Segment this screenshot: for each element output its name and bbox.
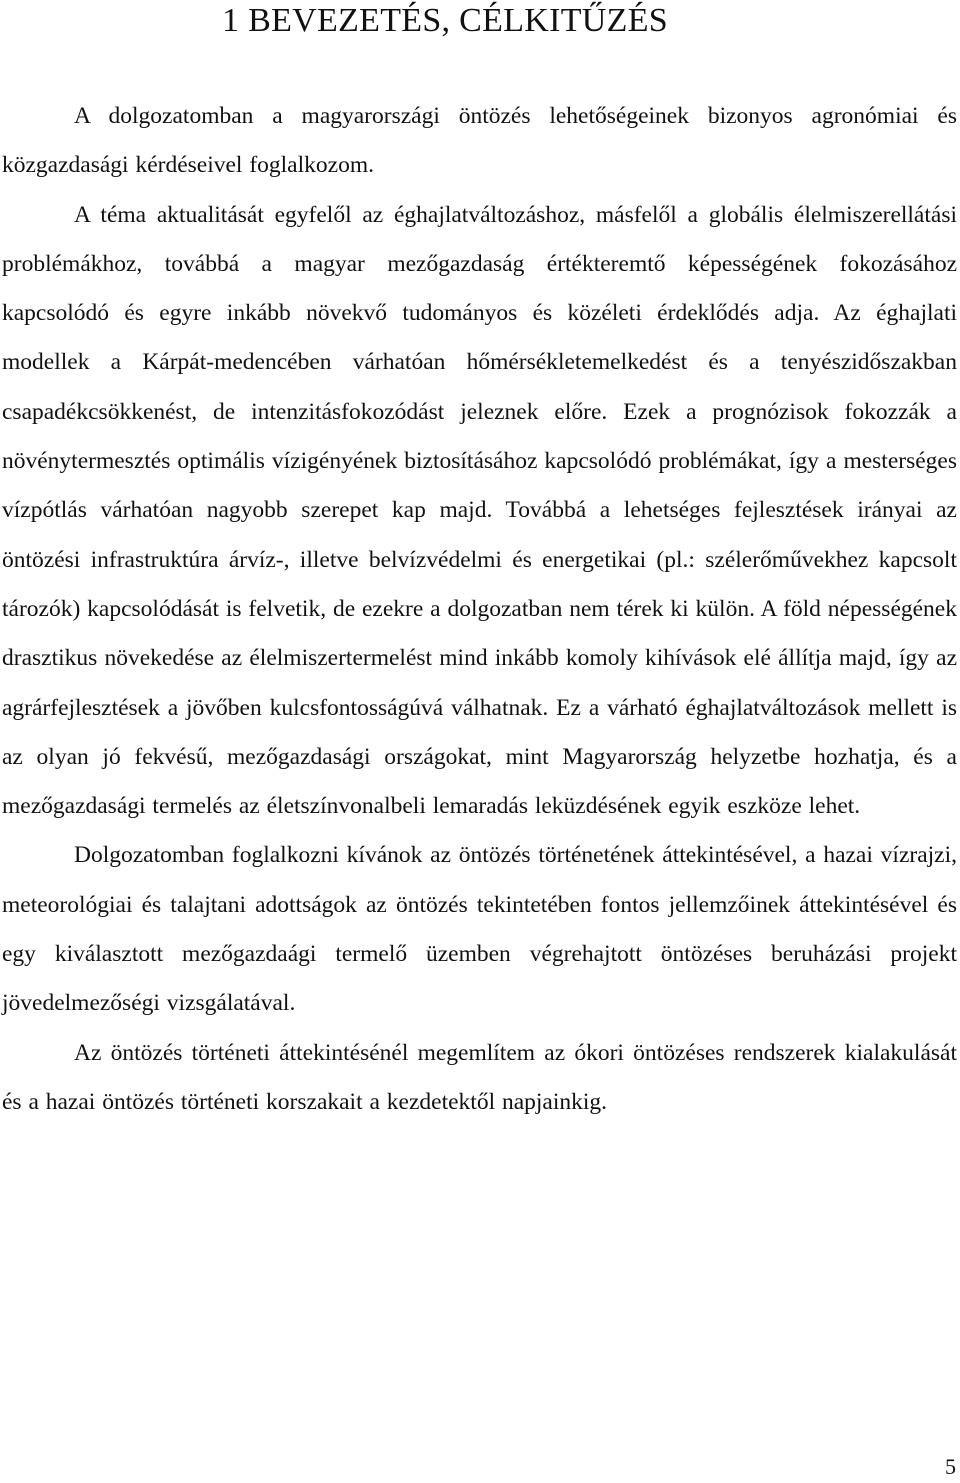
paragraph-intro: A dolgozatomban a magyarországi öntözés lehetőségeinek bizonyos agronómiai és közgazdasági kérdéseivel foglalkozom. [2, 103, 957, 179]
paragraph-history: Az öntözés történeti áttekintésénél megemlítem az ókori öntözéses rendszerek kialakulását és a hazai öntözés történeti korszakait a kezdetektől napjainkig. [2, 1039, 957, 1115]
chapter-heading: 1 BEVEZETÉS, CÉLKITŰZÉS [222, 2, 669, 39]
paragraph-aims: Dolgozatomban foglalkozni kívánok az öntözés történetének áttekintésével, a hazai vízrajzi, meteorológiai és talajtani adottságok az öntözés tekintetében fontos jellemzőinek áttekintésével és egy kiválasztott mezőgazdaági termelő üzemben végrehajtott öntözéses beruházási projekt jövedelmezőségi vizsgálatával. [2, 842, 957, 1017]
body-text [2, 92, 957, 1127]
page-number: 5 [945, 1454, 956, 1479]
paragraph-topicality: A téma aktualitását egyfelől az éghajlatváltozáshoz, másfelől a globális élelmiszerellátási problémákhoz, továbbá a magyar mezőgazdaság értékteremtő képességének fokozásához kapcsolódó és egyre inkább növekvő tudományos és közéleti érdeklődés adja. Az éghajlati modellek a Kárpát-medencében várhatóan hőmérsékletemelkedést és a tenyészidőszakban csapadékcsökkenést, de intenzitásfokozódást jeleznek előre. Ezek a prognózisok fokozzák a növénytermesztés optimális vízigényének biztosításához kapcsolódó problémákat, így a mesterséges vízpótlás várhatóan nagyobb szerepet kap majd. Továbbá a lehetséges fejlesztések irányai az öntözési infrastruktúra árvíz-, illetve belvízvédelmi és energetikai (pl.: szélerőművekhez kapcsolt tározók) kapcsolódását is felvetik, de ezekre a dolgozatban nem térek ki külön. A föld népességének drasztikus növekedése az élelmiszertermelést mind inkább komoly kihívások elé állítja majd, így az agrárfejlesztések a jövőben kulcsfontosságúvá válhatnak. Ez a várható éghajlatváltozások mellett is az olyan jó fekvésű, mezőgazdasági országokat, mint Magyarország helyzetbe hozhatja, és a mezőgazdasági termelés az életszínvonalbeli lemaradás leküzdésének egyik eszköze lehet. [2, 201, 957, 820]
